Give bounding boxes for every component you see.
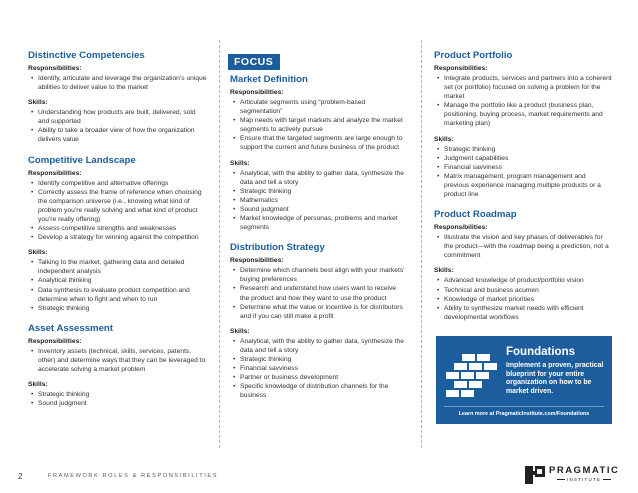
list-item: • Knowledge of market priorities	[434, 295, 612, 304]
responsibilities-list	[434, 233, 612, 260]
promo-link[interactable]: Learn more at PragmaticInstitute.com/Foundations	[458, 411, 590, 417]
skills-list	[28, 108, 208, 144]
promo-title: Foundations	[506, 346, 575, 358]
list-item: • Illustrate the vision and key phases of deliverables for the product—with the roadmap being a prediction, not a commitment	[434, 233, 612, 260]
skills-list	[230, 337, 406, 401]
list-item: • Strategic thinking	[28, 390, 208, 399]
section-title: Distinctive Competencies	[28, 50, 145, 61]
pragmatic-logo	[524, 464, 620, 486]
responsibilities-label: Responsibilities:	[28, 169, 82, 177]
list-item: • Manage the portfolio like a product (business plan, positioning, buying process, market requirements and marketing plan)	[434, 101, 612, 128]
list-item: • Technical and business acumen	[434, 286, 612, 295]
skills-list	[28, 390, 208, 408]
column-divider	[421, 40, 422, 448]
list-item: • Research and understand how users want to receive the product and how they want to use the product	[230, 284, 406, 302]
responsibilities-list	[230, 98, 406, 153]
list-item: • Identify competitive and alternative offerings	[28, 179, 208, 188]
brick-wall-icon	[442, 350, 502, 400]
skills-list	[434, 276, 612, 321]
list-item: • Judgment capabilities	[434, 154, 612, 163]
list-item: • Determine which channels best align with your markets’ buying preferences	[230, 266, 406, 284]
list-item: • Talking to the market, gathering data and detailed independent analysis	[28, 258, 208, 276]
list-item: • Analytical, with the ability to gather data, synthesize the data and tell a story	[230, 169, 406, 187]
responsibilities-list	[230, 266, 406, 321]
list-item: • Articulate segments using “problem-based segmentation”	[230, 98, 406, 116]
list-item: • Sound judgment	[230, 205, 406, 214]
list-item: • Ability to take a broader view of how the organization delivers value	[28, 126, 208, 144]
skills-label: Skills:	[28, 381, 48, 389]
skills-list	[230, 169, 406, 233]
skills-label: Skills:	[434, 267, 454, 275]
list-item: • Financial savviness	[434, 163, 612, 172]
section-title: Market Definition	[230, 74, 308, 85]
list-item: • Ability to synthesize market needs with efficient developmental workflows	[434, 304, 612, 322]
column-left	[28, 50, 208, 418]
list-item: • Strategic thinking	[28, 304, 208, 313]
responsibilities-list	[28, 74, 208, 92]
section-asset-assessment	[28, 323, 208, 408]
list-item: • Understanding how products are built, delivered, sold and supported	[28, 108, 208, 126]
responsibilities-label: Responsibilities:	[434, 65, 488, 72]
section-distinctive-competencies	[28, 50, 208, 145]
list-item: • Develop a strategy for winning against the competition	[28, 233, 208, 242]
responsibilities-label: Responsibilities:	[230, 89, 284, 96]
responsibilities-list	[434, 74, 612, 129]
list-item: • Market knowledge of personas, problems and market segments	[230, 214, 406, 232]
list-item: • Analytical thinking	[28, 276, 208, 285]
list-item: • Data synthesis to evaluate product competition and determine when to fight and when to run	[28, 286, 208, 304]
list-item: • Correctly assess the frame of reference when choosing the comparison universe (i.e., knowing what kind of problem you’re really solving and what kind of product you’re really offering)	[28, 188, 208, 224]
list-item: • Mathematics	[230, 196, 406, 205]
list-item: • Analytical, with the ability to gather data, synthesize the data and tell a story	[230, 337, 406, 355]
list-item: • Financial savviness	[230, 364, 406, 373]
pragmatic-logo-mark-icon	[524, 464, 546, 486]
list-item: • Strategic thinking	[434, 145, 612, 154]
column-divider	[219, 40, 220, 448]
page-number: 2	[18, 472, 23, 481]
list-item: • Inventory assets (technical, skills, services, patents, other) and determine ways that they can be leveraged to accelerate solving a market problem	[28, 347, 208, 374]
list-item: • Determine what the value or incentive is for distributors and if you can still make a profit	[230, 303, 406, 321]
skills-list	[434, 145, 612, 200]
section-product-roadmap	[434, 209, 612, 322]
footer-title: FRAMEWORK ROLES & RESPONSIBILITIES	[48, 473, 219, 479]
list-item: • Sound judgment	[28, 399, 208, 408]
responsibilities-label: Responsibilities:	[434, 224, 488, 232]
skills-label: Skills:	[230, 327, 250, 335]
list-item: • Specific knowledge of distribution channels for the business	[230, 382, 406, 400]
list-item: • Matrix management, program management and previous experience managing multiple products or a product line	[434, 172, 612, 199]
responsibilities-list	[28, 347, 208, 374]
list-item: • Ensure that the targeted segments are large enough to support the current and future business of the product	[230, 134, 406, 152]
responsibilities-label: Responsibilities:	[230, 257, 284, 265]
list-item: • Advanced knowledge of product/portfolio vision	[434, 276, 612, 285]
section-product-portfolio	[434, 50, 612, 199]
skills-label: Skills:	[434, 135, 454, 143]
list-item: • Integrate products, services and partners into a coherent set (or portfolio) focused on solving a problem for the market	[434, 74, 612, 101]
focus-tag: FOCUS	[228, 54, 280, 70]
section-competitive-landscape	[28, 155, 208, 313]
list-item: • Assess competitive strengths and weaknesses	[28, 224, 208, 233]
list-item: • Strategic thinking	[230, 355, 406, 364]
section-title: Distribution Strategy	[230, 242, 325, 254]
skills-list	[28, 258, 208, 313]
responsibilities-label: Responsibilities:	[28, 65, 82, 72]
list-item: • Strategic thinking	[230, 187, 406, 196]
column-middle	[230, 52, 406, 410]
foundations-promo[interactable]	[436, 336, 612, 424]
logo-word: PRAGMATIC	[549, 465, 620, 476]
section-distribution-strategy	[230, 242, 406, 400]
section-title: Product Portfolio	[434, 50, 513, 61]
skills-label: Skills:	[230, 159, 250, 167]
list-item: • Identify, articulate and leverage the organization’s unique abilities to deliver value to the market	[28, 74, 208, 92]
section-title: Asset Assessment	[28, 322, 113, 334]
responsibilities-list	[28, 179, 208, 243]
logo-sub: INSTITUTE	[555, 477, 613, 482]
skills-label: Skills:	[28, 99, 48, 107]
section-title: Competitive Landscape	[28, 154, 136, 166]
responsibilities-label: Responsibilities:	[28, 337, 82, 345]
section-market-definition	[230, 74, 406, 232]
section-title: Product Roadmap	[434, 209, 517, 221]
skills-label: Skills:	[28, 249, 48, 257]
list-item: • Partner or business development	[230, 373, 406, 382]
column-right	[434, 50, 612, 332]
promo-text: Implement a proven, practical blueprint for your entire organization on how to be market driven.	[506, 362, 604, 395]
promo-divider	[444, 406, 604, 407]
list-item: • Map needs with target markets and analyze the market segments to actively pursue	[230, 116, 406, 134]
